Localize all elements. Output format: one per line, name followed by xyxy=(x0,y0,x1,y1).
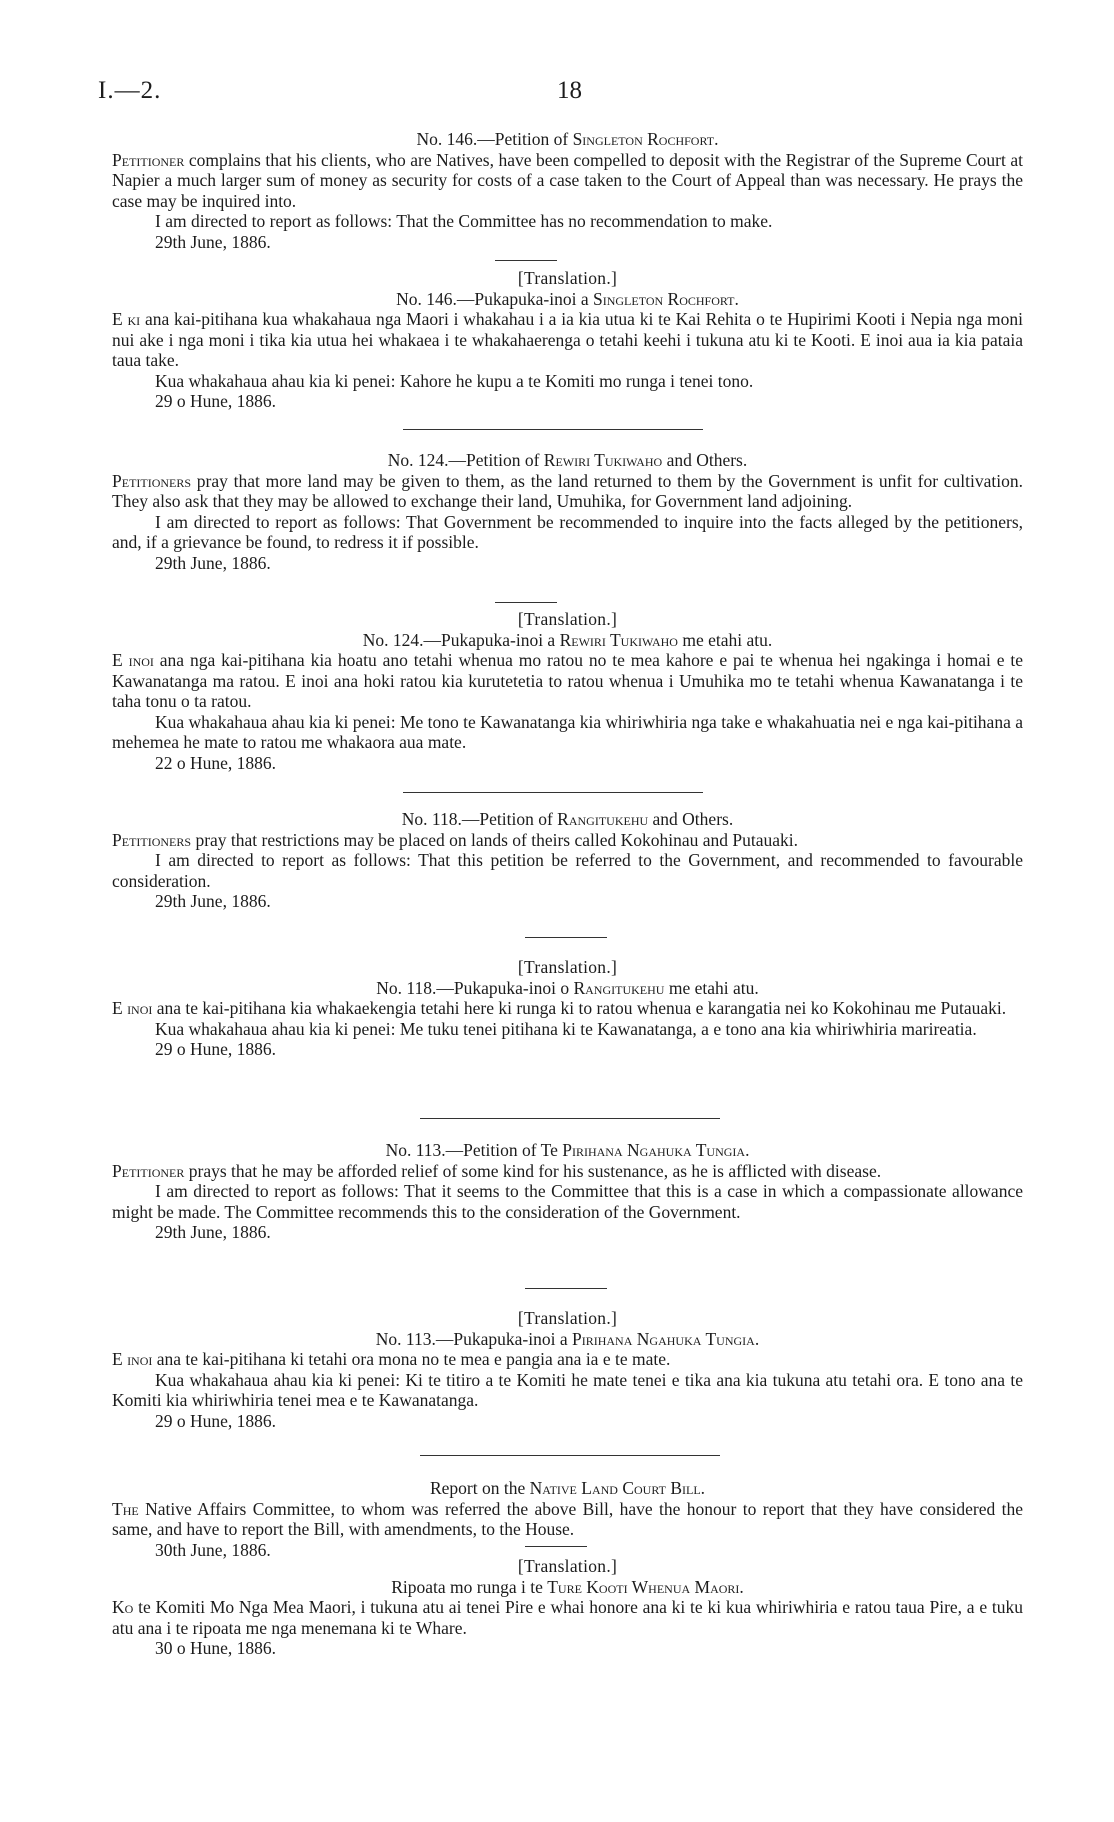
committee-report: I am directed to report as follows: That the Committee has no recommendation to make. xyxy=(155,211,773,231)
report-text: The Native Affairs Committee, to whom was referred the above Bill, have the honour to report that they have considered the same, and have to report the Bill, with amendments, to the House. xyxy=(112,1498,1023,1539)
section-heading: No. 124.—Petition of Rewiri Tukiwaho and Others. xyxy=(387,450,748,470)
divider xyxy=(525,1546,587,1547)
translation-label: [Translation.] xyxy=(517,1556,618,1576)
report-date: 29 o Hune, 1886. xyxy=(155,391,277,411)
petition-text: E ki ana kai-pitihana kua whakahaua nga Maori i whakahau i a ia kia utua ki te Kai Rehita o te Hupirimi Kooti i Nepia nga moni nui ake i nga moni i tika kia utua hei whakaea i te whakahaerenga o tetahi keehi i tukuna atu ki te Kooti. E inoi aua ia kia pataia taua take. xyxy=(112,309,1023,370)
report-date: 29th June, 1886. xyxy=(155,231,271,252)
translation-label: [Translation.] xyxy=(517,1308,618,1328)
report-date: 29 o Hune, 1886. xyxy=(155,1410,277,1431)
section-heading: No. 118.—Petition of Rangitukehu and Others. xyxy=(401,809,734,829)
section-heading: No. 146.—Petition of Singleton Rochfort. xyxy=(416,129,719,149)
section-rule xyxy=(403,429,703,430)
petition-113-english xyxy=(112,1140,1023,1243)
report-text: Ko te Komiti Mo Nga Mea Maori, i tukuna atu ai tenei Pire e whai honore ana ki te ki kua whiriwhiria e ratou taua Pire, a e tuku atu ana i te ripoata me nga menemana ki te Whare. xyxy=(112,1597,1023,1638)
petition-text: E inoi ana nga kai-pitihana kia hoatu ano tetahi whenua mo ratou no te mea kahore e pai te whenua hei ngakinga i homai e te Kawanatanga ma ratou. E inoi ana hoki ratou kia kurutetetia to ratou whenua i Umuhika mo te tetahi whenua Kawanatanga i te taha tonu o ta ratou. xyxy=(112,650,1023,711)
petition-124-maori xyxy=(112,609,1023,773)
section-heading: No. 118.—Pukapuka-inoi o Rangitukehu me etahi atu. xyxy=(376,977,759,998)
petition-118-maori xyxy=(112,957,1023,1060)
petition-124-english xyxy=(112,450,1023,573)
bill-report-maori xyxy=(112,1556,1023,1659)
translation-label: [Translation.] xyxy=(517,957,618,977)
committee-report: I am directed to report as follows: That Government be recommended to inquire into the facts alleged by the petitioners, and, if a grievance be found, to redress it if possible. xyxy=(112,511,1023,552)
petition-text: Petitioners pray that more land may be given to them, as the land returned to them by the Government is unfit for cultivation. They also ask that they may be allowed to exchange their land, Umuhika, for Government land adjoining. xyxy=(112,470,1023,511)
petition-146-english xyxy=(112,129,1023,252)
report-date: 29th June, 1886. xyxy=(155,552,271,573)
bill-report-english xyxy=(112,1478,1023,1560)
section-rule xyxy=(403,792,703,793)
section-heading: No. 113.—Pukapuka-inoi a Pirihana Ngahuka Tungia. xyxy=(375,1328,760,1349)
divider xyxy=(495,260,557,261)
petition-text: Petitioners pray that restrictions may be placed on lands of theirs called Kokohinau and Putauaki. xyxy=(112,829,799,850)
section-rule xyxy=(420,1118,720,1119)
petition-text: Petitioner complains that his clients, who are Natives, have been compelled to deposit with the Registrar of the Supreme Court at Napier a much larger sum of money as security for costs of a case taken to the Court of Appeal than was necessary. He prays the case may be inquired into. xyxy=(112,149,1023,211)
paper-reference: I.—2. xyxy=(98,77,162,104)
report-date: 22 o Hune, 1886. xyxy=(155,752,277,773)
page-number: 18 xyxy=(557,77,582,104)
report-date: 29 o Hune, 1886. xyxy=(155,1039,277,1059)
report-date: 29th June, 1886. xyxy=(155,891,271,911)
report-date: 30th June, 1886. xyxy=(155,1539,271,1560)
report-date: 29th June, 1886. xyxy=(155,1222,271,1242)
committee-report: Kua whakahaua ahau kia ki penei: Kahore he kupu a te Komiti mo runga i tenei tono. xyxy=(155,370,754,391)
translation-label: [Translation.] xyxy=(517,609,618,629)
petition-113-maori xyxy=(112,1308,1023,1431)
section-heading: No. 124.—Pukapuka-inoi a Rewiri Tukiwaho me etahi atu. xyxy=(362,629,773,650)
committee-report: Kua whakahaua ahau kia ki penei: Me tono te Kawanatanga kia whiriwhiria nga take e whakahuatia nei e nga kai-pitihana a mehemea he mate to ratou me whakaora aua mate. xyxy=(112,711,1023,752)
section-heading: No. 113.—Petition of Te Pirihana Ngahuka Tungia. xyxy=(385,1140,750,1160)
petition-text: E inoi ana te kai-pitihana kia whakaekengia tetahi here ki runga ki to ratou whenua e karangatia nei ko Kokohinau me Putauaki. xyxy=(112,998,1007,1018)
divider xyxy=(495,602,557,603)
committee-report: Kua whakahaua ahau kia ki penei: Me tuku tenei pitihana ki te Kawanatanga, a e tono ana kia whiriwhiria marireatia. xyxy=(155,1018,977,1039)
section-heading: No. 146.—Pukapuka-inoi a Singleton Rochfort. xyxy=(396,288,739,309)
section-heading: Ripoata mo runga i te Ture Kooti Whenua Maori. xyxy=(391,1576,744,1597)
committee-report: Kua whakahaua ahau kia ki penei: Ki te titiro a te Komiti he mate tenei e tika ana kia tukuna atu tetahi ora. E tono ana te Komiti kia whiriwhiria tenei mea e te Kawanatanga. xyxy=(112,1369,1023,1410)
petition-text: Petitioner prays that he may be afforded relief of some kind for his sustenance, as he is afflicted with disease. xyxy=(112,1160,882,1181)
committee-report: I am directed to report as follows: That this petition be referred to the Government, and recommended to favourable consideration. xyxy=(112,850,1023,891)
divider xyxy=(525,937,607,938)
petition-118-english xyxy=(112,809,1023,912)
petition-text: E inoi ana te kai-pitihana ki tetahi ora mona no te mea e pangia ana ia e te mate. xyxy=(112,1349,671,1369)
section-rule xyxy=(420,1455,720,1456)
section-heading: Report on the Native Land Court Bill. xyxy=(429,1478,706,1498)
report-date: 30 o Hune, 1886. xyxy=(155,1638,277,1658)
petition-146-maori xyxy=(112,268,1023,412)
divider xyxy=(525,1288,607,1289)
translation-label: [Translation.] xyxy=(517,268,618,288)
committee-report: I am directed to report as follows: That it seems to the Committee that this is a case in which a compassionate allowance might be made. The Committee recommends this to the consideration of the Government. xyxy=(112,1181,1023,1222)
